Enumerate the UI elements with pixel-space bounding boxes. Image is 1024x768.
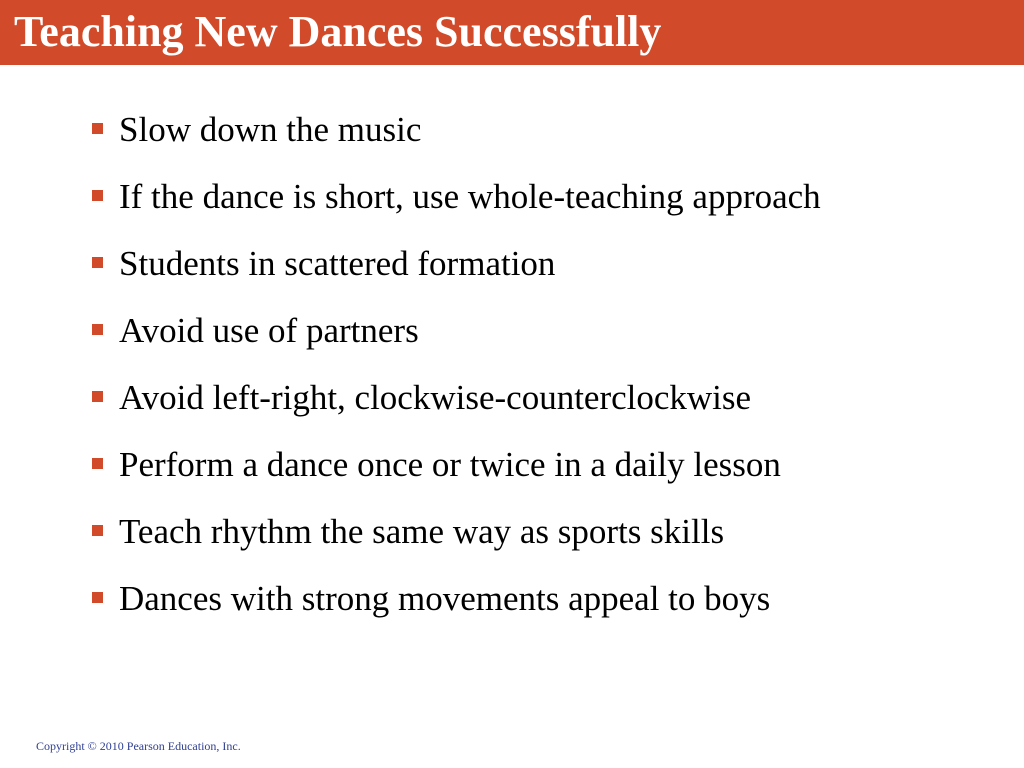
copyright-footer: Copyright © 2010 Pearson Education, Inc. — [36, 739, 241, 753]
square-bullet-icon — [92, 592, 103, 603]
slide-title: Teaching New Dances Successfully — [14, 7, 662, 56]
square-bullet-icon — [92, 324, 103, 335]
bullet-text: Dances with strong movements appeal to boys — [119, 579, 771, 618]
bullet-text: Teach rhythm the same way as sports skills — [119, 512, 725, 551]
bullet-text: Avoid left-right, clockwise-counterclockwise — [119, 378, 752, 417]
bullet-text: If the dance is short, use whole-teaching approach — [119, 177, 821, 216]
square-bullet-icon — [92, 525, 103, 536]
square-bullet-icon — [92, 123, 103, 134]
bullet-text: Perform a dance once or twice in a daily lesson — [119, 445, 781, 484]
title-bar — [0, 0, 1024, 65]
square-bullet-icon — [92, 458, 103, 469]
square-bullet-icon — [92, 190, 103, 201]
square-bullet-icon — [92, 257, 103, 268]
square-bullet-icon — [92, 391, 103, 402]
bullet-text: Slow down the music — [119, 110, 422, 149]
bullet-text: Avoid use of partners — [119, 311, 419, 350]
bullet-text: Students in scattered formation — [119, 244, 556, 283]
